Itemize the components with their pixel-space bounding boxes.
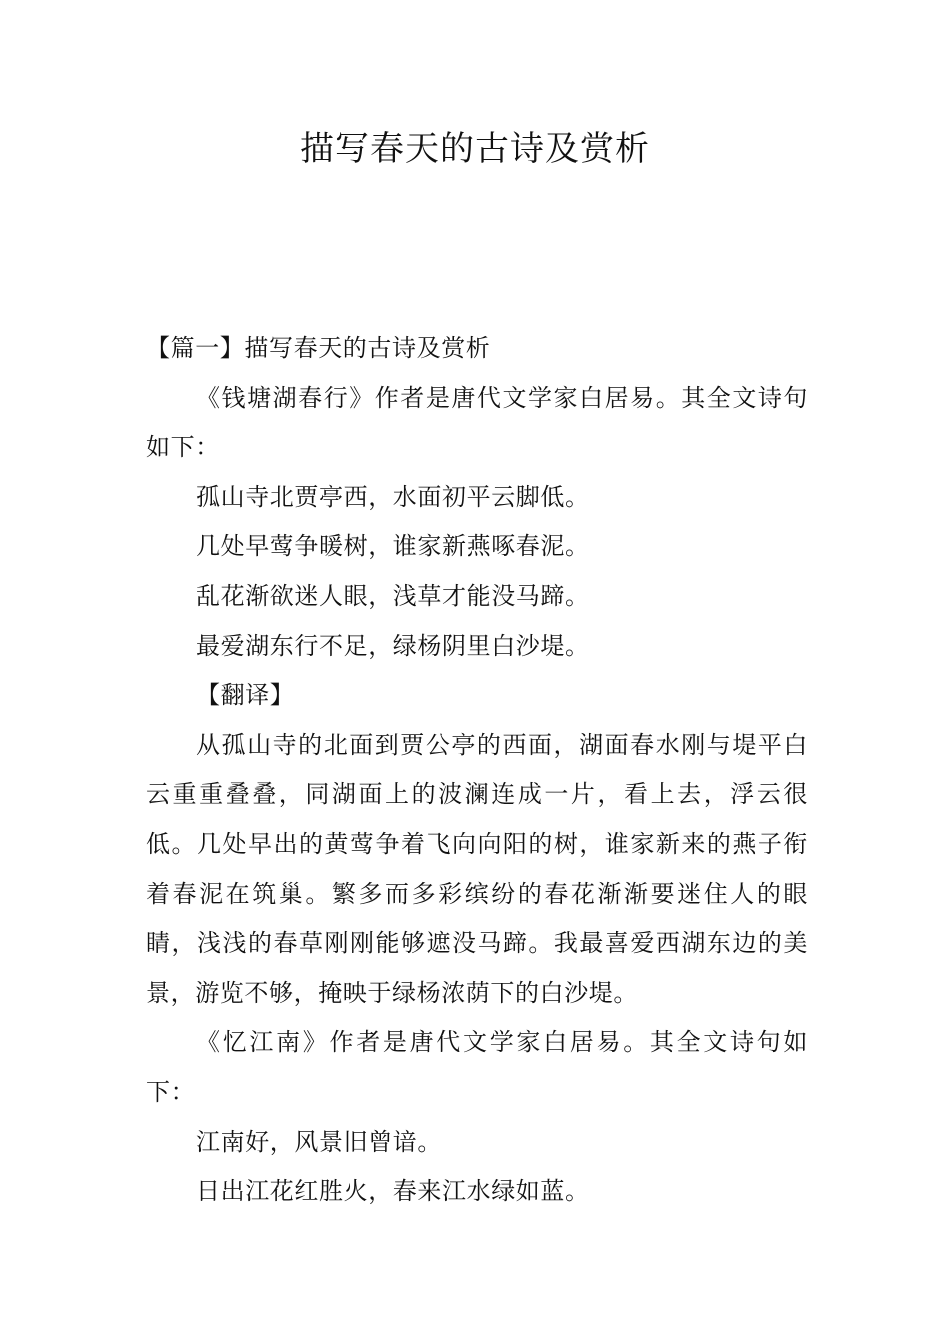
translation-heading: 【翻译】 bbox=[196, 681, 295, 710]
document-title: 描写春天的古诗及赏析 bbox=[300, 129, 650, 169]
poem1-line-2: 几处早莺争暖树，谁家新燕啄春泥。 bbox=[196, 532, 590, 561]
poem1-line-1: 孤山寺北贾亭西，水面初平云脚低。 bbox=[196, 482, 590, 511]
document-body bbox=[146, 324, 808, 1217]
poem1-intro: 《钱塘湖春行》作者是唐代文学家白居易。其全文诗句如下： bbox=[146, 383, 808, 462]
poem1-line-3: 乱花渐欲迷人眼，浅草才能没马蹄。 bbox=[196, 581, 590, 610]
poem1-line-4: 最爱湖东行不足，绿杨阴里白沙堤。 bbox=[196, 631, 590, 660]
section-heading: 【篇一】描写春天的古诗及赏析 bbox=[146, 334, 491, 362]
poem2-intro: 《忆江南》作者是唐代文学家白居易。其全文诗句如下： bbox=[146, 1028, 808, 1106]
poem2-line-2: 日出江花红胜火，春来江水绿如蓝。 bbox=[196, 1177, 590, 1206]
translation-paragraph: 从孤山寺的北面到贾公亭的西面，湖面春水刚与堤平白云重重叠叠，同湖面上的波澜连成一片，看上去，浮云很低。几处早出的黄莺争着飞向向阳的树，谁家新来的燕子衔着春泥在筑巢。繁多而多彩缤纷的春花渐渐要迷住人的眼睛，浅浅的春草刚刚能够遮没马蹄。我最喜爱西湖东边的美景，游览不够，掩映于绿杨浓荫下的白沙堤。 bbox=[146, 730, 808, 1007]
poem2-line-1: 江南好，风景旧曾谙。 bbox=[196, 1127, 442, 1156]
